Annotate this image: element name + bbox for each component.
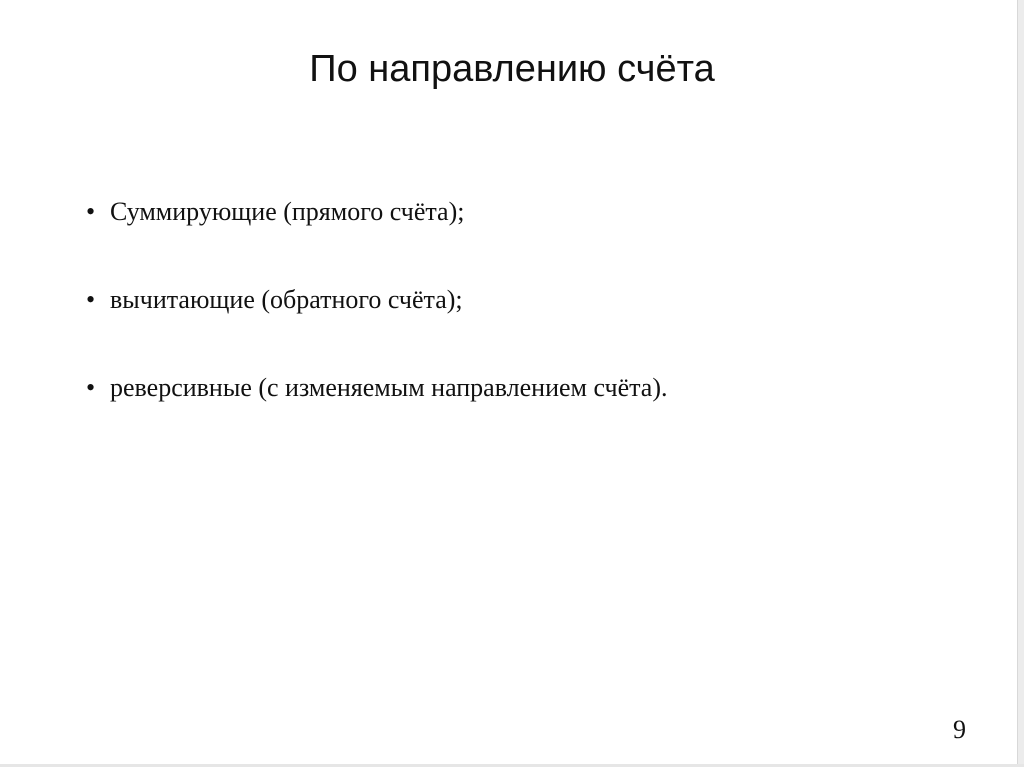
bullet-text: вычитающие (обратного счёта); bbox=[110, 285, 463, 314]
bullet-text: Суммирующие (прямого счёта); bbox=[110, 197, 465, 226]
bullet-item bbox=[86, 280, 668, 368]
slide-title: По направлению счёта bbox=[309, 48, 715, 90]
bullet-icon: • bbox=[86, 373, 96, 402]
bullet-icon: • bbox=[86, 197, 96, 226]
bullet-icon: • bbox=[86, 285, 96, 314]
bullet-item bbox=[86, 192, 668, 280]
slide-right-border bbox=[1017, 0, 1024, 767]
bullet-item bbox=[86, 368, 668, 456]
bullet-text: реверсивные (с изменяемым направлением счёта). bbox=[110, 373, 668, 402]
bullet-list bbox=[86, 192, 668, 456]
page-number: 9 bbox=[953, 715, 966, 744]
